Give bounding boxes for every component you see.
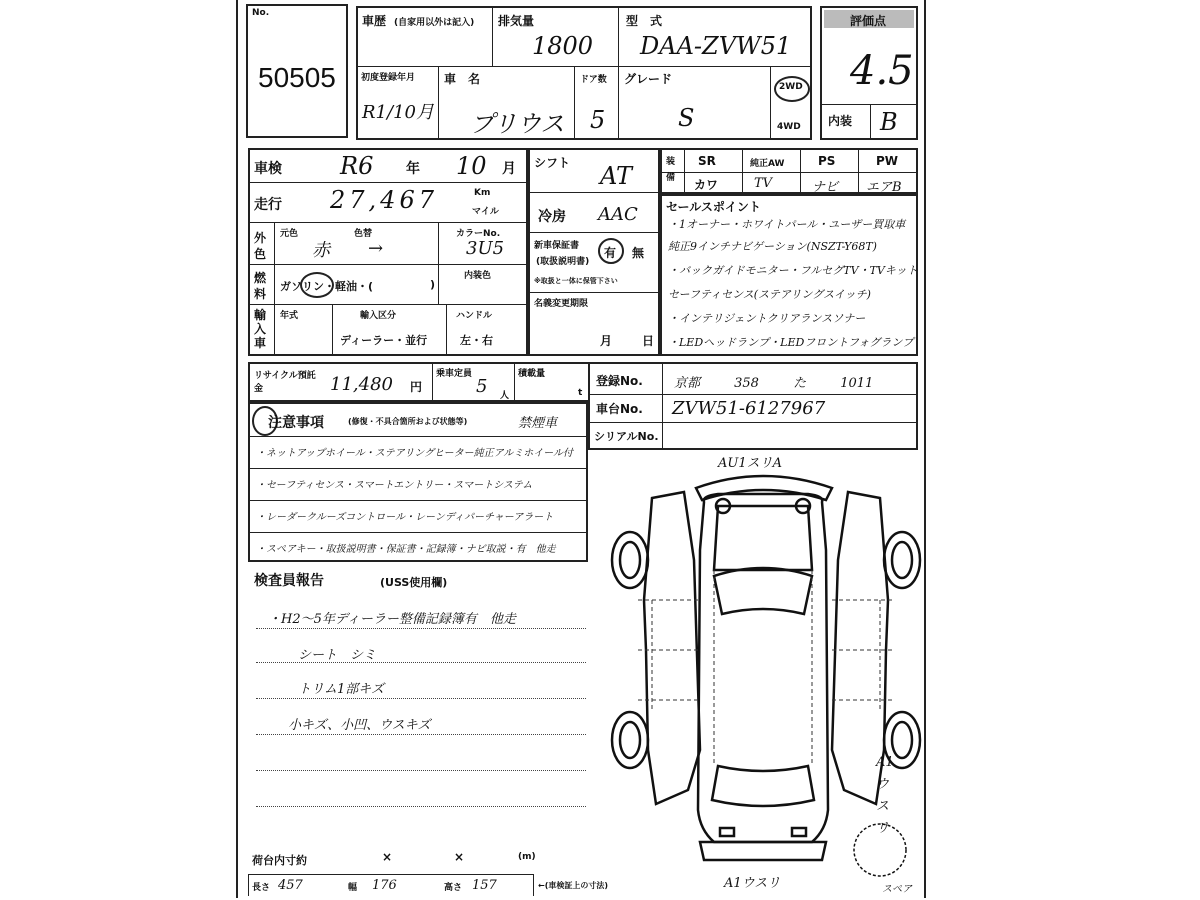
- recycle-value: 11,480: [330, 374, 393, 395]
- sales-points-label: セールスポイント: [666, 200, 761, 214]
- import-handle-value: 左・右: [460, 334, 493, 347]
- notes-line-1: ・ネットアップホイール・ステアリングヒーター純正アルミホイール付: [256, 448, 573, 459]
- inspector-line-3: トリム1部キズ: [298, 682, 385, 697]
- chassis-value: ZVW51-6127967: [672, 398, 826, 419]
- shift-box: [528, 148, 660, 356]
- recycle-unit: 円: [410, 380, 423, 394]
- equip-tv: TV: [754, 176, 773, 191]
- inspector-label: 検査員報告: [254, 573, 324, 589]
- displacement-value: 1800: [532, 32, 594, 60]
- diagram-right-note: A1ウスリ: [876, 755, 894, 836]
- exterior-repaint-label: 色替: [354, 229, 373, 239]
- chassis-label: 車台No.: [596, 402, 643, 416]
- lot-number: 50505: [258, 62, 336, 93]
- mileage-label: 走行: [254, 197, 282, 213]
- equipment-label: 装備: [666, 157, 676, 183]
- inspection-era: R6: [340, 152, 374, 180]
- interior-label: 内装: [828, 114, 853, 128]
- header-box: [356, 6, 812, 140]
- import-label: 輸入車: [254, 308, 267, 350]
- equip-pw: PW: [876, 154, 899, 168]
- equip-navi: ナビ: [812, 180, 839, 195]
- first-reg-value: R1/10月: [362, 102, 434, 123]
- name-value: プリウス: [470, 110, 565, 138]
- sales-line-1: ・1オーナー・ホワイトパール・ユーザー買取車: [668, 218, 906, 231]
- load-label: 積載量: [518, 369, 546, 379]
- fuel-label: 燃料: [254, 271, 267, 301]
- lot-label: No.: [252, 8, 270, 18]
- recycle-box: [248, 362, 590, 402]
- mileage-unit-km: Km: [474, 188, 491, 198]
- equip-sr: SR: [698, 154, 716, 168]
- size-hgt-label: 高さ: [444, 883, 463, 893]
- size-note: ←(車検証上の寸法): [538, 881, 609, 890]
- size-len-value: 457: [278, 878, 303, 893]
- recycle-label: リサイクル預託金: [254, 371, 316, 394]
- interior-value: B: [880, 108, 898, 136]
- serial-label: シリアルNo.: [594, 430, 659, 443]
- size-len-label: 長さ: [252, 883, 271, 893]
- history-note: (自家用以外は記入): [394, 18, 475, 28]
- load-unit: t: [578, 388, 583, 398]
- exterior-orig-value: 赤: [312, 240, 330, 261]
- sales-points-box: [660, 194, 918, 356]
- score-box: [820, 6, 918, 140]
- diagram-spare-label: スペア: [882, 884, 912, 895]
- size-unit: (m): [518, 852, 536, 862]
- shift-value: AT: [600, 162, 633, 190]
- displacement-label: 排気量: [498, 14, 535, 28]
- exterior-label: 外色: [254, 231, 267, 261]
- exterior-code-value: 3U5: [466, 238, 505, 259]
- equip-kawa: カワ: [694, 178, 719, 192]
- size-x2: ×: [454, 850, 465, 864]
- equipment-box: [660, 148, 918, 194]
- inspector-sub: (USS使用欄): [380, 576, 448, 589]
- equip-aw: 純正AW: [750, 159, 785, 169]
- inspection-month: 10: [456, 152, 487, 180]
- inspector-line-4: 小キズ、小凹、ウスキズ: [288, 718, 431, 733]
- equip-airbag: エアB: [866, 180, 902, 195]
- name-change-day: 日: [642, 334, 655, 348]
- name-change-month: 月: [600, 334, 613, 348]
- notes-line-4: ・スペアキー・取扱説明書・保証書・記録簿・ナビ取説・有 他走: [256, 544, 556, 555]
- inspection-year-label: 年: [406, 161, 420, 177]
- diagram-rear-note: A1ウスリ: [724, 876, 781, 891]
- sales-line-2: 純正9インチナビゲーション(NSZT-Y68T): [668, 240, 877, 253]
- warranty-has: 有: [604, 246, 617, 260]
- sales-line-3: ・バックガイドモニター・フルセグTV・TVキット: [668, 264, 918, 277]
- name-label: 車 名: [444, 72, 481, 86]
- inspection-label: 車検: [254, 161, 282, 177]
- inspector-line-2: シート シミ: [298, 648, 377, 663]
- ac-value: AAC: [598, 204, 638, 225]
- registration-box: [588, 362, 918, 450]
- size-label: 荷台内寸約: [252, 854, 307, 867]
- model-label: 型 式: [626, 14, 663, 28]
- sales-line-4: セーフティセンス(ステアリングスイッチ): [668, 288, 871, 301]
- warranty-label: 新車保証書: [534, 241, 580, 251]
- exterior-repaint-value: →: [368, 238, 384, 259]
- sales-line-6: ・LEDヘッドランプ・LEDフロントフォグランプ: [668, 336, 914, 349]
- import-handle-label: ハンドル: [456, 311, 493, 321]
- inspection-month-label: 月: [502, 161, 516, 177]
- first-reg-label: 初度登録年月: [361, 73, 416, 83]
- warranty-note: ※取扱と一体に保管下さい: [534, 277, 618, 285]
- size-wid-value: 176: [372, 878, 397, 893]
- drive-4wd: 4WD: [777, 122, 801, 132]
- reg-value: 京都 358 た 1011: [674, 376, 874, 391]
- vehicle-info-box: [248, 148, 528, 356]
- mileage-unit-mile: マイル: [472, 207, 499, 217]
- equip-ps: PS: [818, 154, 836, 168]
- exterior-code-label: カラーNo.: [456, 229, 501, 239]
- import-year-label: 年式: [280, 311, 299, 321]
- size-x1: ×: [382, 850, 393, 864]
- import-class-label: 輸入区分: [360, 311, 397, 321]
- grade-label: グレード: [624, 72, 673, 86]
- drive-2wd: 2WD: [779, 82, 803, 92]
- notes-label: 注意事項: [268, 415, 324, 431]
- size-hgt-value: 157: [472, 878, 497, 893]
- score-label: 評価点: [850, 14, 887, 28]
- ac-label: 冷房: [538, 209, 566, 225]
- fuel-close: ): [430, 278, 436, 291]
- inspector-section: [248, 566, 588, 846]
- notes-sub: (修復・不具合箇所および状態等): [348, 417, 468, 426]
- capacity-unit: 人: [500, 391, 510, 401]
- reg-label: 登録No.: [596, 374, 643, 388]
- import-class-value: ディーラー・並行: [340, 334, 428, 347]
- fuel-circle: [300, 272, 334, 298]
- fuel-options: ガソリン・軽油・(: [280, 280, 374, 293]
- capacity-value: 5: [476, 376, 488, 397]
- mileage-value: 27,467: [330, 186, 438, 214]
- exterior-orig-label: 元色: [280, 229, 299, 239]
- shift-label: シフト: [534, 156, 571, 170]
- notes-head-value: 禁煙車: [518, 416, 558, 431]
- name-change-label: 名義変更期限: [534, 299, 589, 309]
- interior-color-label: 内装色: [464, 271, 492, 281]
- warranty-none: 無: [632, 246, 645, 260]
- inspector-line-1: ・H2～5年ディーラー整備記録簿有 他走: [268, 612, 516, 627]
- score-value: 4.5: [850, 48, 914, 94]
- history-label: 車歴: [362, 14, 387, 28]
- size-section: [248, 848, 608, 896]
- diagram-front-note: AU1スリA: [718, 456, 783, 471]
- doors-label: ドア数: [580, 75, 607, 85]
- notes-line-2: ・セーフティセンス・スマートエントリー・スマートシステム: [256, 480, 533, 491]
- capacity-label: 乗車定員: [436, 369, 473, 379]
- size-wid-label: 幅: [348, 883, 358, 893]
- sales-line-5: ・インテリジェントクリアランスソナー: [668, 312, 866, 325]
- model-value: DAA-ZVW51: [640, 32, 792, 60]
- warranty-sub: (取扱説明書): [536, 257, 590, 267]
- notes-line-3: ・レーダークルーズコントロール・レーンディパーチャーアラート: [256, 512, 554, 523]
- lot-number-box: [246, 4, 348, 138]
- doors-value: 5: [590, 106, 606, 134]
- grade-value: S: [678, 104, 695, 132]
- auction-sheet: [236, 0, 926, 898]
- notes-box: [248, 402, 588, 562]
